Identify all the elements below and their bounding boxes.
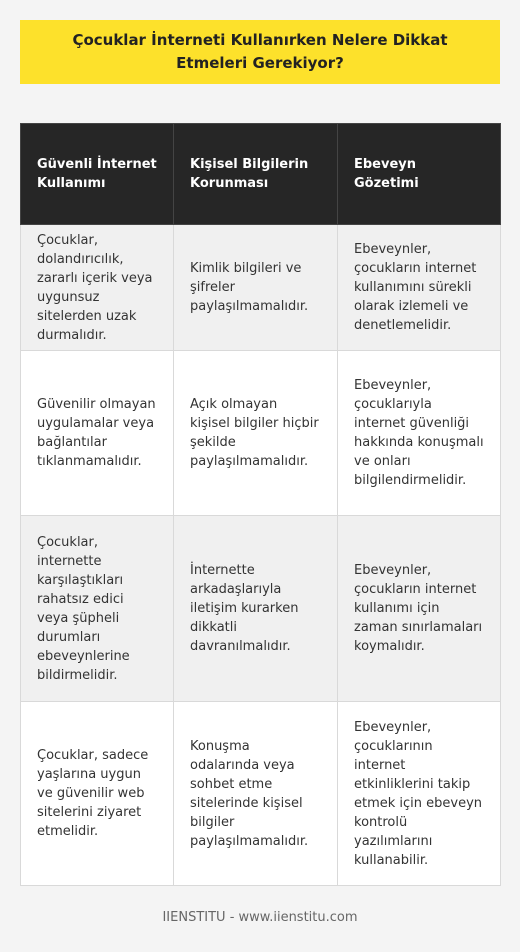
- column-header-parental-supervision: Ebeveyn Gözetimi: [338, 124, 501, 225]
- table-row: [21, 516, 501, 702]
- table-cell: Çocuklar, sadece yaşlarına uygun ve güvenilir web sitelerini ziyaret etmelidir.: [21, 702, 174, 886]
- footer-credit: IIENSTITU - www.iienstitu.com: [162, 910, 358, 925]
- table-cell: Güvenilir olmayan uygulamalar veya bağlantılar tıklanmamalıdır.: [21, 351, 174, 516]
- table-cell: Kimlik bilgileri ve şifreler paylaşılmamalıdır.: [174, 225, 338, 351]
- table-header-row: [21, 124, 501, 225]
- table-cell: Çocuklar, internette karşılaştıkları rahatsız edici veya şüpheli durumları ebeveynlerine bildirmelidir.: [21, 516, 174, 702]
- table-cell: İnternette arkadaşlarıyla iletişim kurarken dikkatli davranılmalıdır.: [174, 516, 338, 702]
- column-header-personal-info: Kişisel Bilgilerin Korunması: [174, 124, 338, 225]
- column-header-safe-internet: Güvenli İnternet Kullanımı: [21, 124, 174, 225]
- table-cell: Ebeveynler, çocukların internet kullanımını sürekli olarak izlemeli ve denetlemelidir.: [338, 225, 501, 351]
- table-cell: Açık olmayan kişisel bilgiler hiçbir şekilde paylaşılmamalıdır.: [174, 351, 338, 516]
- table-cell: Ebeveynler, çocukların internet kullanımı için zaman sınırlamaları koymalıdır.: [338, 516, 501, 702]
- table-row: [21, 225, 501, 351]
- table-cell: Ebeveynler, çocuklarının internet etkinliklerini takip etmek için ebeveyn kontrolü yazılımlarını kullanabilir.: [338, 702, 501, 886]
- table-row: [21, 702, 501, 886]
- table-cell: Ebeveynler, çocuklarıyla internet güvenliği hakkında konuşmalı ve onları bilgilendirmelidir.: [338, 351, 501, 516]
- page-title: Çocuklar İnterneti Kullanırken Nelere Dikkat Etmeleri Gerekiyor?: [20, 20, 500, 84]
- table-cell: Konuşma odalarında veya sohbet etme sitelerinde kişisel bilgiler paylaşılmamalıdır.: [174, 702, 338, 886]
- table-row: [21, 351, 501, 516]
- info-table: [20, 123, 501, 886]
- table-cell: Çocuklar, dolandırıcılık, zararlı içerik veya uygunsuz sitelerden uzak durmalıdır.: [21, 225, 174, 351]
